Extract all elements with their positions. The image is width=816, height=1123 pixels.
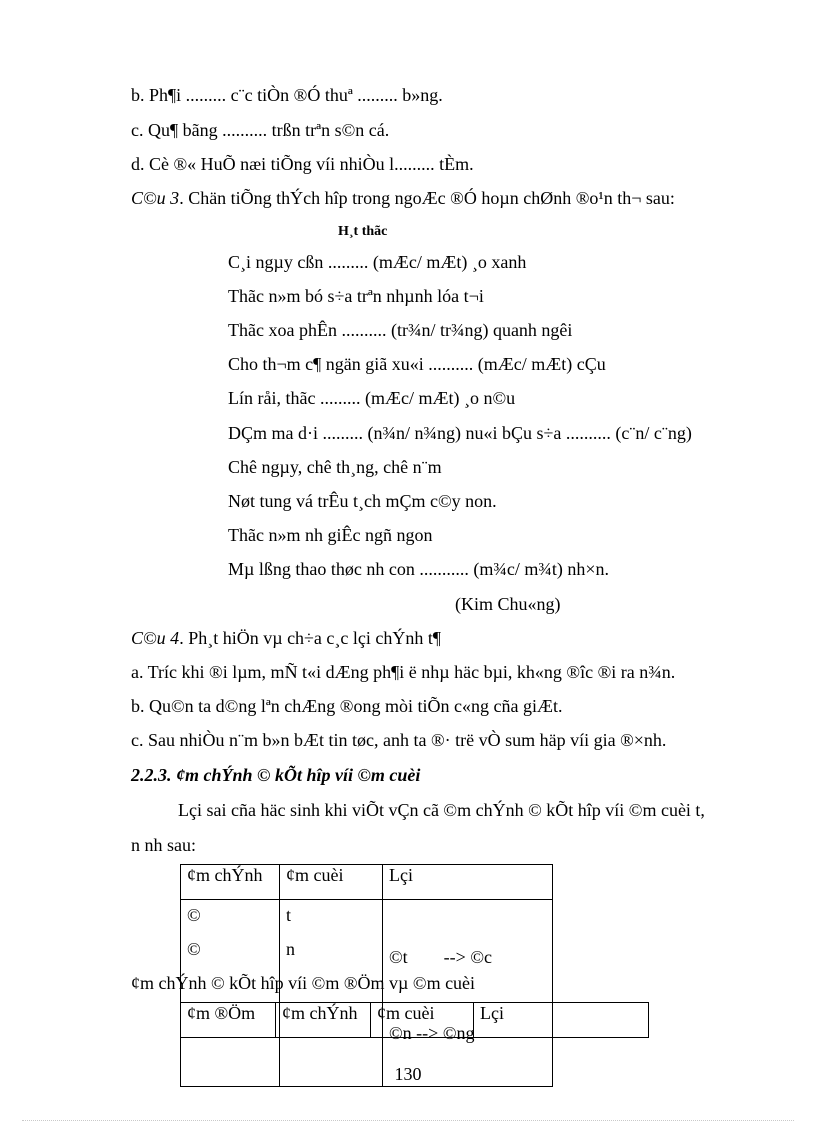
poem-line: Nøt tung vá trÊu t¸ch mÇm c©y non. [228,491,497,511]
question-4-item-c: c. Sau nhiÒu n¨m b»n bÆt tin tøc, anh ta ®· trë vÒ sum häp víi gia ®×nh. [131,730,667,750]
error-table-2 [180,1002,649,1038]
question-4-label: C©u 4 [131,628,180,648]
table-cell-value: n [286,939,295,959]
table-2-caption: ¢m chÝnh © kÕt hîp víi ©m ®Öm vµ ©m cuèi [131,973,476,993]
page-bottom-rule [22,1120,794,1121]
table-cell-value: ©n --> ©ng [389,1023,475,1043]
table-cell-value: © [187,905,201,925]
poem-line: DÇm ma d·i ......... (n¾n/ n¾ng) nu«i bÇu s÷a .......... (c¨n/ c¨ng) [228,423,692,443]
poem-line: Chê ngµy, chê th¸ng, chê n¨m [228,457,442,477]
table-cell-value: ©t --> ©c [389,947,492,967]
poem-line: Thãc n»m bó s÷a trªn nhµnh lóa t¬i [228,286,484,306]
table-cell-value: t [286,905,292,925]
poem-line: Thãc n»m nh giÊc ngñ ngon [228,525,433,545]
poem-line: Thãc xoa phÊn .......... (tr¾n/ tr¾ng) quanh ngêi [228,320,573,340]
table-header-row [181,865,553,900]
table-header-cell: ¢m ®Öm [181,1003,276,1038]
section-heading: 2.2.3. ¢m chÝnh © kÕt hîp víi ©m cuèi [131,765,421,785]
section-paragraph-line-2: n nh sau: [131,835,196,855]
exercise2-item-c: c. Qu¶ bãng .......... trßn trªn s©n cá. [131,120,390,140]
table-cell-value: © [187,939,201,959]
question-4 [131,627,441,649]
question-3 [131,187,675,209]
poem-line: Lín råi, thãc ......... (mÆc/ mÆt) ¸o n©u [228,388,516,408]
table-header-cell: ¢m chÝnh [181,865,280,900]
question-3-text: . Chän tiÕng thÝch hîp trong ngoÆc ®Ó hoµn chØnh ®o¹n th¬ sau: [179,188,675,208]
question-3-label: C©u 3 [131,188,180,208]
question-4-item-a: a. Tríc khi ®i lµm, mÑ t«i dÆng ph¶i ë nhµ häc bµi, kh«ng ®îc ®i ra n¾n. [131,662,676,682]
question-4-text: . Ph¸t hiÖn vµ ch÷a c¸c lçi chÝnh t¶ [179,628,442,648]
page-number: 130 [394,1064,422,1084]
poem-author: (Kim Chu«ng) [455,594,561,614]
table-header-cell: ¢m cuèi [371,1003,474,1038]
question-4-item-b: b. Qu©n ta d©ng lªn chÆng ®ong mòi tiÕn c«ng cña giÆt. [131,696,563,716]
poem-line: Cho th¬m c¶ ngän giã xu«i .......... (mÆc/ mÆt) cÇu [228,354,606,374]
poem-title: H¸t thãc [338,224,388,239]
exercise2-item-d: d. Cè ®« HuÕ næi tiÕng víi nhiÒu l......... tÈm. [131,154,474,174]
poem-line: Mµ lßng thao thøc nh con ........... (m¾c/ m¾t) nh×n. [228,559,609,579]
table-header-cell: ¢m chÝnh [276,1003,371,1038]
exercise2-item-b: b. Ph¶i ......... c¨c tiÒn ®Ó thuª ......... b»ng. [131,85,443,105]
poem-line: C¸i ngµy cßn ......... (mÆc/ mÆt) ¸o xanh [228,252,527,272]
table-header-cell: ¢m cuèi [280,865,383,900]
table-header-cell: Lçi [474,1003,649,1038]
section-paragraph-line-1: Lçi sai cña häc sinh khi viÕt vÇn cã ©m chÝnh © kÕt hîp víi ©m cuèi t, [178,800,705,820]
table-header-cell: Lçi [383,865,553,900]
table-header-row [181,1003,649,1038]
